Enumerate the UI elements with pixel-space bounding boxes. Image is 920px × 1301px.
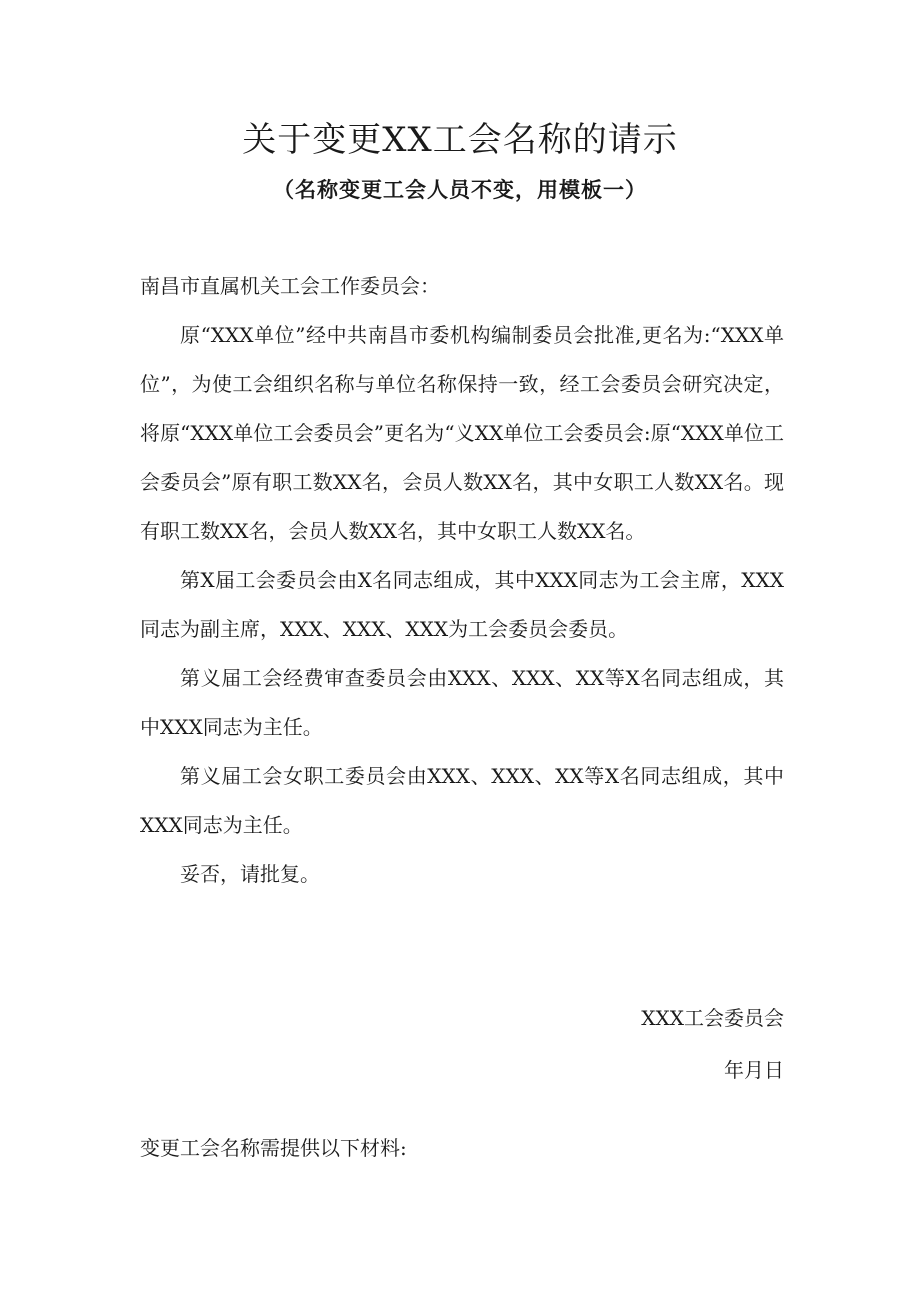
signature-organization: XXX工会委员会 <box>641 1006 784 1030</box>
signature-date: 年月日 <box>724 1058 784 1082</box>
document-title: 关于变更XX工会名称的请示 <box>242 120 678 160</box>
document-body <box>140 262 784 899</box>
document-subtitle: （名称变更工会人员不变，用模板一） <box>273 178 647 202</box>
paragraph-committee: 第X届工会委员会由X名同志组成，其中XXX同志为工会主席，XXX同志为副主席，XXX、XXX、XXX为工会委员会委员。 <box>140 568 784 641</box>
materials-heading: 变更工会名称需提供以下材料: <box>140 1136 407 1160</box>
addressee: 南昌市直属机关工会工作委员会： <box>140 274 440 298</box>
paragraph-rename: 原“XXX单位”经中共南昌市委机构编制委员会批准,更名为:“XXX单位”，为使工会组织名称与单位名称保持一致，经工会委员会研究决定，将原“XXX单位工会委员会”更名为“义XX单位工会委员会:原“XXX单位工会委员会”原有职工数XX名，会员人数XX名，其中女职工人数XX名。现有职工数XX名，会员人数XX名，其中女职工人数XX名。 <box>140 323 784 543</box>
paragraph-women-committee: 第义届工会女职工委员会由XXX、XXX、XX等X名同志组成，其中XXX同志为主任。 <box>140 764 784 837</box>
paragraph-audit-committee: 第义届工会经费审查委员会由XXX、XXX、XX等X名同志组成，其中XXX同志为主任。 <box>140 666 784 739</box>
paragraph-closing: 妥否，请批复。 <box>180 862 320 886</box>
